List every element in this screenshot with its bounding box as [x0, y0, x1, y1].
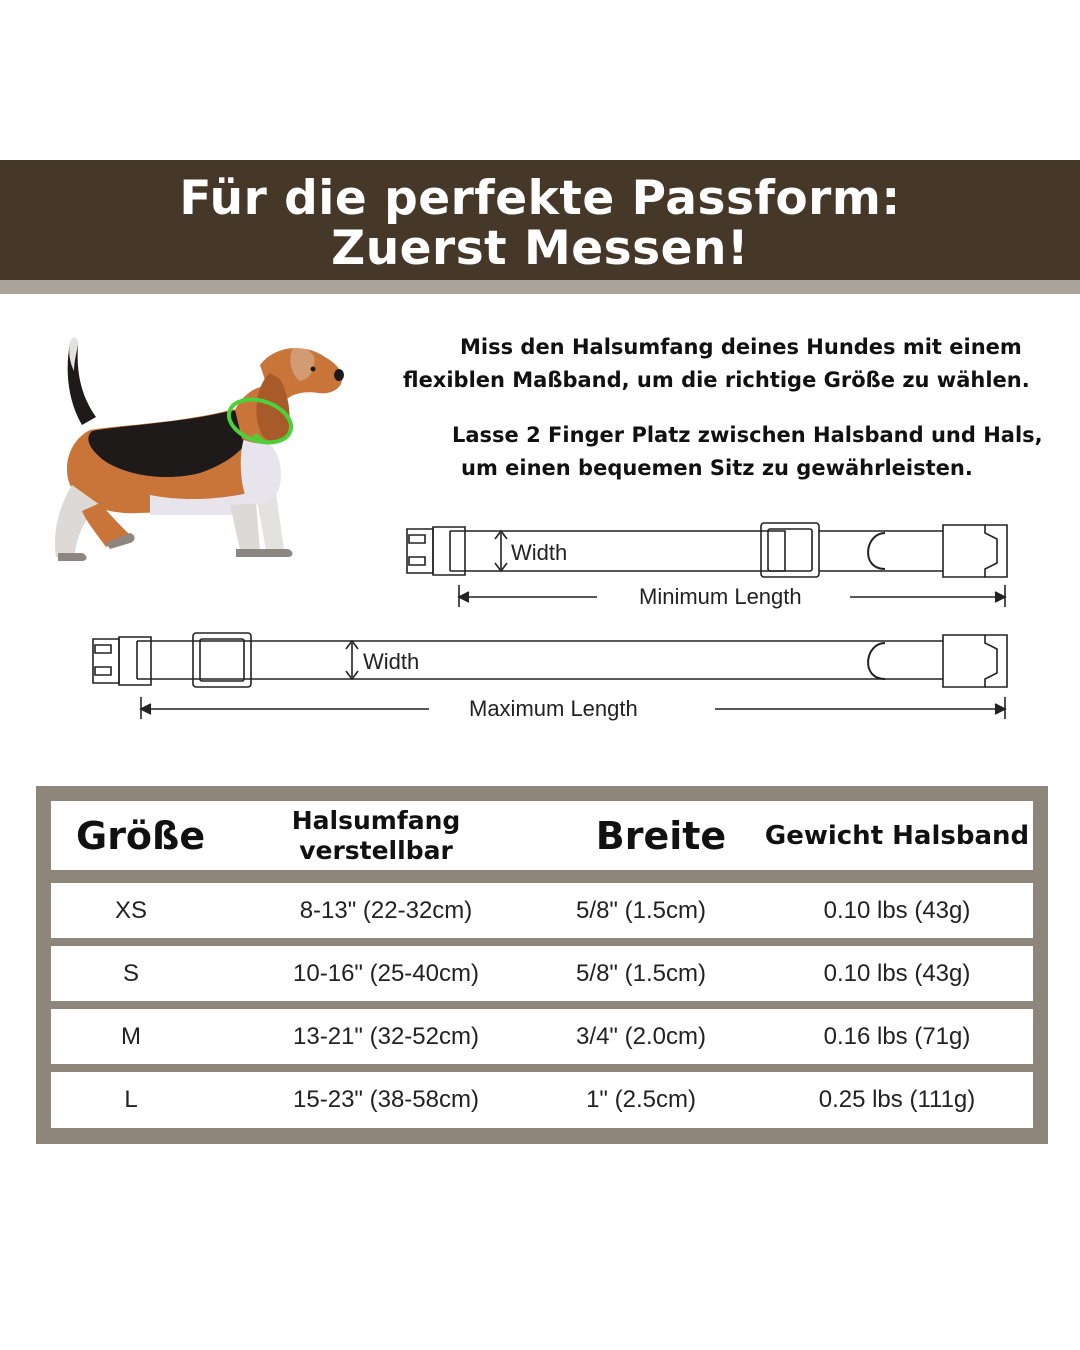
size-table [36, 786, 1048, 1144]
header-neck-line-2: verstellbar [299, 835, 453, 865]
header-width: Breite [595, 813, 727, 858]
cell-neck: 8-13" (22-32cm) [299, 896, 473, 924]
cell-width: 5/8" (1.5cm) [576, 896, 706, 924]
cell-neck: 10-16" (25-40cm) [293, 959, 479, 987]
cell-width: 3/4" (2.0cm) [576, 1022, 706, 1050]
cell-weight: 0.25 lbs (111g) [818, 1086, 976, 1113]
cell-size: L [124, 1086, 138, 1113]
minimum-length-label: Minimum Length [639, 584, 802, 609]
instruction-1-line-1: Miss den Halsumfang deines Hundes mit einem [460, 335, 1022, 359]
width-label-bottom: Width [363, 649, 420, 674]
maximum-length-label: Maximum Length [469, 696, 638, 721]
cell-neck: 15-23" (38-58cm) [293, 1086, 479, 1113]
instruction-1-line-2: flexiblen Maßband, um die richtige Größe zu wählen. [403, 368, 1030, 392]
width-label-top: Width [511, 540, 568, 565]
header-neck-line-1: Halsumfang [291, 805, 461, 835]
instruction-2-line-2: um einen bequemen Sitz zu gewährleisten. [461, 456, 973, 480]
cell-weight: 0.16 lbs (71g) [823, 1022, 971, 1050]
cell-width: 1" (2.5cm) [586, 1086, 696, 1113]
cell-neck: 13-21" (32-52cm) [293, 1022, 479, 1050]
cell-size: S [122, 959, 139, 987]
cell-size: M [121, 1022, 141, 1050]
table-row [51, 1072, 1033, 1128]
title-line-1: Für die perfekte Passform: [179, 171, 901, 226]
table-row [51, 883, 1033, 938]
cell-size: XS [114, 896, 147, 924]
cell-weight: 0.10 lbs (43g) [823, 896, 971, 924]
cell-weight: 0.10 lbs (43g) [823, 959, 971, 987]
cell-width: 5/8" (1.5cm) [576, 959, 706, 987]
header-neck [241, 806, 511, 866]
title-line-2: Zuerst Messen! [331, 221, 749, 276]
collar-size-diagram [85, 515, 1025, 730]
table-row [51, 1009, 1033, 1064]
table-header-row [51, 801, 1033, 870]
title-banner [0, 160, 1080, 280]
header-size: Größe [76, 813, 206, 858]
instruction-2-line-1: Lasse 2 Finger Platz zwischen Halsband und Hals, [452, 423, 1043, 447]
banner-stripe [0, 280, 1080, 294]
header-weight: Gewicht Halsband [764, 820, 1030, 851]
table-row [51, 946, 1033, 1001]
